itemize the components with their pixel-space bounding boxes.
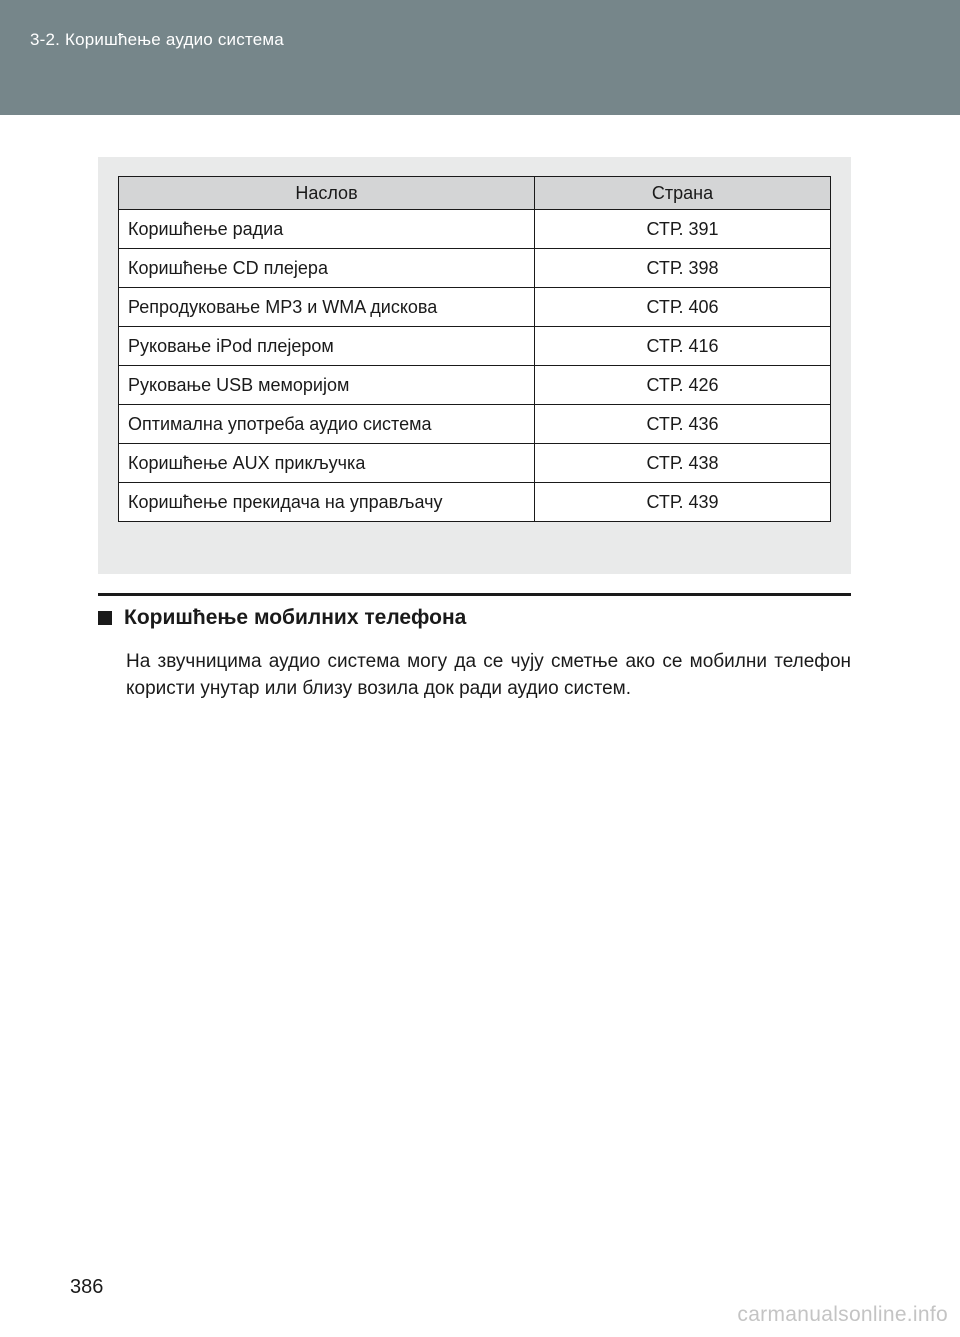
table-row <box>119 327 831 366</box>
watermark: carmanualsonline.info <box>737 1303 948 1326</box>
row-page: СТР. 416 <box>535 327 831 366</box>
column-header-page: Страна <box>535 177 831 210</box>
row-page: СТР. 391 <box>535 210 831 249</box>
column-header-title: Наслов <box>119 177 535 210</box>
contents-table <box>118 176 831 522</box>
table-row <box>119 444 831 483</box>
page-number: 386 <box>70 1276 104 1298</box>
square-bullet-icon <box>98 611 112 625</box>
row-title: Руковање USB меморијом <box>119 366 535 405</box>
row-page: СТР. 438 <box>535 444 831 483</box>
row-title: Коришћење прекидача на управљачу <box>119 483 535 522</box>
header-band <box>0 0 960 115</box>
table-panel <box>98 157 851 574</box>
row-page: СТР. 439 <box>535 483 831 522</box>
section-heading <box>98 606 466 630</box>
table-row <box>119 249 831 288</box>
table-header-row <box>119 177 831 210</box>
row-page: СТР. 426 <box>535 366 831 405</box>
table-row <box>119 405 831 444</box>
row-page: СТР. 406 <box>535 288 831 327</box>
table-row <box>119 210 831 249</box>
row-page: СТР. 436 <box>535 405 831 444</box>
table-row <box>119 366 831 405</box>
table-row <box>119 288 831 327</box>
row-page: СТР. 398 <box>535 249 831 288</box>
row-title: Руковање iPod плејером <box>119 327 535 366</box>
section-heading-text: Коришћење мобилних телефона <box>124 606 467 629</box>
table-row <box>119 483 831 522</box>
row-title: Коришћење CD плејера <box>119 249 535 288</box>
row-title: Коришћење радиа <box>119 210 535 249</box>
row-title: Оптимална употреба аудио система <box>119 405 535 444</box>
section-title: 3-2. Коришћење аудио система <box>30 30 284 49</box>
row-title: Коришћење AUX прикључка <box>119 444 535 483</box>
section-divider <box>98 593 851 596</box>
row-title: Репродуковање MP3 и WMA дискова <box>119 288 535 327</box>
section-body: На звучницима аудио система могу да се чују сметње ако се мобилни телефон користи унутар или близу возила док ради аудио систем. <box>126 651 851 699</box>
